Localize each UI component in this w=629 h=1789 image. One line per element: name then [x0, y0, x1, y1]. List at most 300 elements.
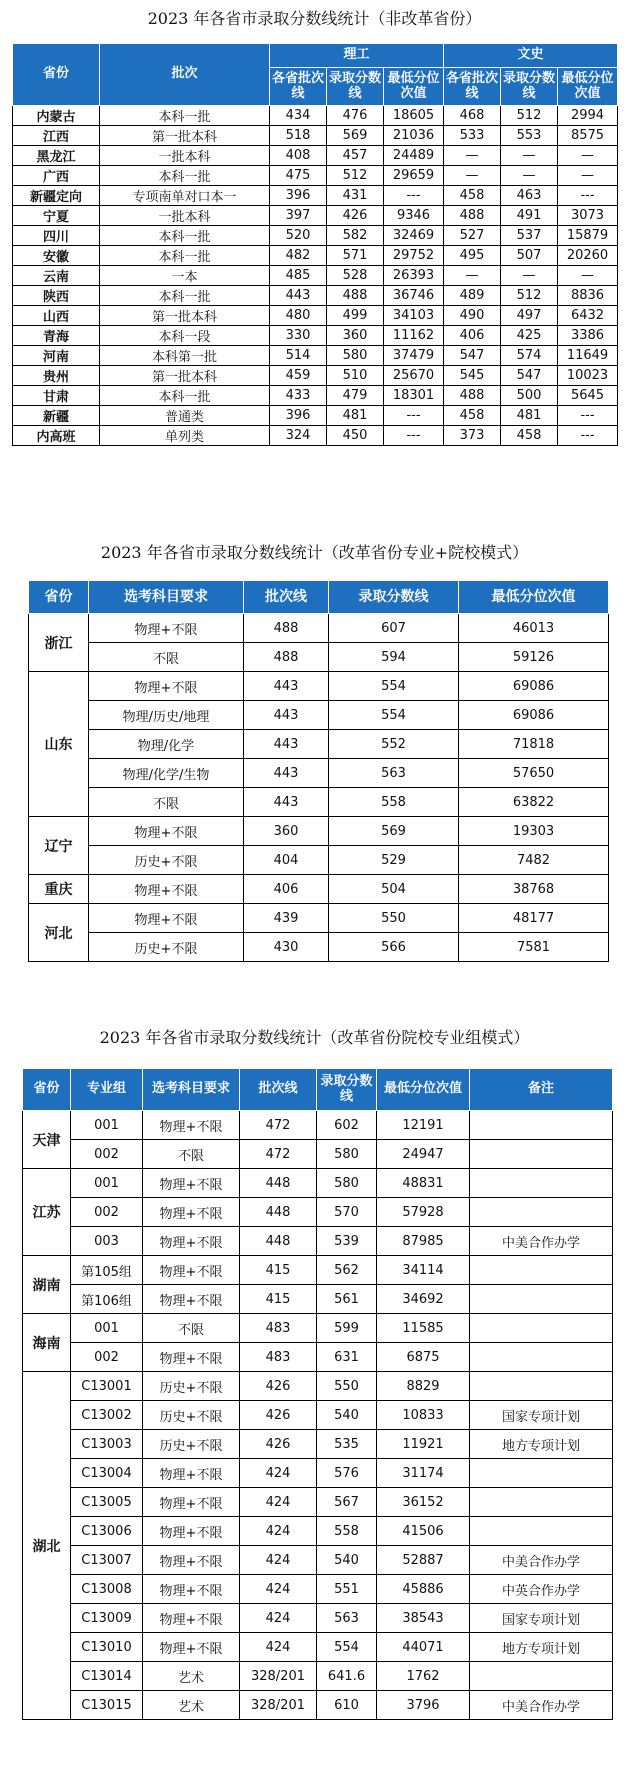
- table-cell: 物理+不限: [89, 817, 244, 846]
- table-cell: 439: [244, 904, 329, 933]
- table-cell: 488: [444, 206, 501, 226]
- table-cell: 495: [444, 246, 501, 266]
- table-cell: C13005: [71, 1488, 143, 1517]
- table-cell: 567: [317, 1488, 377, 1517]
- table-row: [29, 643, 609, 672]
- table-cell: 457: [327, 146, 384, 166]
- table-cell: 450: [327, 426, 384, 446]
- table-cell: 9346: [384, 206, 444, 226]
- table-row: [23, 1169, 613, 1198]
- table-cell: 547: [444, 346, 501, 366]
- table-cell: 491: [501, 206, 558, 226]
- table-cell: 540: [317, 1401, 377, 1430]
- table-cell: 488: [244, 614, 329, 643]
- table-cell: 3386: [558, 326, 618, 346]
- table-cell: 396: [270, 186, 327, 206]
- table-cell: 001: [71, 1314, 143, 1343]
- table-cell: 483: [240, 1343, 317, 1372]
- table-cell: 424: [240, 1517, 317, 1546]
- table-cell: 24947: [377, 1140, 470, 1169]
- table-row: [23, 1343, 613, 1372]
- table-row: [23, 1227, 613, 1256]
- table-cell: 不限: [143, 1314, 240, 1343]
- table-cell: 8836: [558, 286, 618, 306]
- table-cell: 396: [270, 406, 327, 426]
- table-cell: 448: [240, 1169, 317, 1198]
- table-cell: 539: [317, 1227, 377, 1256]
- province-cell: 海南: [23, 1314, 71, 1372]
- province-cell: 江苏: [23, 1169, 71, 1256]
- header-science-admit-score: 录取分数线: [327, 68, 384, 106]
- table-row: [13, 386, 618, 406]
- province-cell: 天津: [23, 1111, 71, 1169]
- table-cell: —: [558, 146, 618, 166]
- table-cell: 第106组: [71, 1285, 143, 1314]
- table-cell: 001: [71, 1111, 143, 1140]
- table-row: [13, 366, 618, 386]
- table-cell: —: [444, 166, 501, 186]
- table-cell: 57650: [459, 759, 609, 788]
- remark-cell: 地方专项计划: [470, 1430, 613, 1459]
- table-cell: C13007: [71, 1546, 143, 1575]
- table-row: [23, 1256, 613, 1285]
- table-cell: 448: [240, 1227, 317, 1256]
- province-cell: 宁夏: [13, 206, 100, 226]
- table-cell: 物理+不限: [143, 1198, 240, 1227]
- table-cell: 424: [240, 1575, 317, 1604]
- table-cell: 500: [501, 386, 558, 406]
- table3-header-cell: 专业组: [71, 1069, 143, 1111]
- table-cell: 373: [444, 426, 501, 446]
- table-row: [23, 1111, 613, 1140]
- table-row: [13, 426, 618, 446]
- table-cell: 71818: [459, 730, 609, 759]
- table-cell: C13003: [71, 1430, 143, 1459]
- table-cell: 历史+不限: [89, 846, 244, 875]
- table-cell: 2994: [558, 106, 618, 126]
- table-row: [13, 226, 618, 246]
- table-cell: 404: [244, 846, 329, 875]
- table-cell: 547: [501, 366, 558, 386]
- table-cell: 48177: [459, 904, 609, 933]
- table-row: [23, 1372, 613, 1401]
- table-cell: 475: [270, 166, 327, 186]
- table-cell: 562: [317, 1256, 377, 1285]
- province-cell: 安徽: [13, 246, 100, 266]
- table-cell: C13008: [71, 1575, 143, 1604]
- province-cell: 新疆定向: [13, 186, 100, 206]
- table-cell: 物理+不限: [143, 1604, 240, 1633]
- table-cell: 426: [240, 1401, 317, 1430]
- table2-header-cell: 录取分数线: [329, 581, 459, 614]
- table-cell: 569: [327, 126, 384, 146]
- table-cell: 535: [317, 1430, 377, 1459]
- admission-table-non-reform: [12, 43, 618, 446]
- table-cell: 物理+不限: [143, 1633, 240, 1662]
- table-cell: 537: [501, 226, 558, 246]
- table-cell: 34692: [377, 1285, 470, 1314]
- table-cell: 489: [444, 286, 501, 306]
- table-cell: —: [501, 266, 558, 286]
- table-cell: 476: [327, 106, 384, 126]
- table-cell: 第一批本科: [100, 306, 270, 326]
- table-cell: 物理+不限: [143, 1111, 240, 1140]
- province-cell: 重庆: [29, 875, 89, 904]
- table-cell: 3073: [558, 206, 618, 226]
- header-science: 理工: [270, 44, 444, 68]
- table-cell: 10833: [377, 1401, 470, 1430]
- table-cell: 433: [270, 386, 327, 406]
- table-cell: —: [444, 266, 501, 286]
- admission-table-major-group: [22, 1068, 613, 1720]
- table-row: [13, 326, 618, 346]
- table-cell: 459: [270, 366, 327, 386]
- table-cell: 582: [327, 226, 384, 246]
- table-cell: 物理+不限: [143, 1575, 240, 1604]
- table-cell: 571: [327, 246, 384, 266]
- province-cell: 新疆: [13, 406, 100, 426]
- table-cell: 69086: [459, 672, 609, 701]
- admission-table-major-college: [28, 580, 609, 962]
- header-batch: 批次: [100, 44, 270, 106]
- table-cell: 物理/历史/地理: [89, 701, 244, 730]
- table-cell: 641.6: [317, 1662, 377, 1691]
- table-cell: 507: [501, 246, 558, 266]
- table-cell: 44071: [377, 1633, 470, 1662]
- table-row: [13, 266, 618, 286]
- table-row: [13, 306, 618, 326]
- table-cell: 458: [444, 406, 501, 426]
- table-cell: 本科一批: [100, 226, 270, 246]
- table-cell: 002: [71, 1198, 143, 1227]
- table-cell: 8575: [558, 126, 618, 146]
- table-cell: 87985: [377, 1227, 470, 1256]
- table-cell: 580: [327, 346, 384, 366]
- header-liberal-min-rank: 最低分位次值: [558, 68, 618, 106]
- table-cell: 566: [329, 933, 459, 962]
- table-cell: 8829: [377, 1372, 470, 1401]
- remark-cell: [470, 1517, 613, 1546]
- table-cell: C13001: [71, 1372, 143, 1401]
- table-row: [13, 146, 618, 166]
- table-cell: 5645: [558, 386, 618, 406]
- table-cell: 本科一段: [100, 326, 270, 346]
- table-cell: C13006: [71, 1517, 143, 1546]
- table2-header-cell: 批次线: [244, 581, 329, 614]
- table-cell: 360: [327, 326, 384, 346]
- table-cell: 563: [329, 759, 459, 788]
- table-cell: 不限: [89, 643, 244, 672]
- table-cell: C13009: [71, 1604, 143, 1633]
- table-cell: 485: [270, 266, 327, 286]
- table-cell: 602: [317, 1111, 377, 1140]
- table-cell: 499: [327, 306, 384, 326]
- table-cell: 540: [317, 1546, 377, 1575]
- table-cell: 物理+不限: [143, 1459, 240, 1488]
- table-row: [29, 788, 609, 817]
- table-cell: 29659: [384, 166, 444, 186]
- table-cell: 物理+不限: [89, 672, 244, 701]
- table-cell: 38543: [377, 1604, 470, 1633]
- table-cell: 552: [329, 730, 459, 759]
- table-cell: 426: [240, 1372, 317, 1401]
- table-cell: 24489: [384, 146, 444, 166]
- remark-cell: [470, 1198, 613, 1227]
- table-cell: C13004: [71, 1459, 143, 1488]
- remark-cell: [470, 1314, 613, 1343]
- table-cell: 488: [244, 643, 329, 672]
- table-cell: 10023: [558, 366, 618, 386]
- remark-cell: 中美合作办学: [470, 1227, 613, 1256]
- table2-header-cell: 最低分位次值: [459, 581, 609, 614]
- table3-header-cell: 最低分位次值: [377, 1069, 470, 1111]
- table-cell: 34103: [384, 306, 444, 326]
- table-cell: 7482: [459, 846, 609, 875]
- table-cell: 512: [501, 106, 558, 126]
- header-liberal-batch-line: 各省批次线: [444, 68, 501, 106]
- table-cell: 物理+不限: [143, 1488, 240, 1517]
- table-cell: 408: [270, 146, 327, 166]
- table-cell: 631: [317, 1343, 377, 1372]
- table-cell: 424: [240, 1488, 317, 1517]
- table-row: [29, 875, 609, 904]
- table-cell: 本科一批: [100, 106, 270, 126]
- table-row: [23, 1604, 613, 1633]
- province-cell: 甘肃: [13, 386, 100, 406]
- table3-title: 2023 年各省市录取分数线统计（改革省份院校专业组模式）: [99, 1028, 530, 1047]
- table-cell: 580: [317, 1140, 377, 1169]
- table-row: [29, 701, 609, 730]
- table-cell: 458: [444, 186, 501, 206]
- remark-cell: 国家专项计划: [470, 1604, 613, 1633]
- province-cell: 黑龙江: [13, 146, 100, 166]
- province-cell: 青海: [13, 326, 100, 346]
- table-cell: 599: [317, 1314, 377, 1343]
- table-row: [23, 1517, 613, 1546]
- header-science-batch-line: 各省批次线: [270, 68, 327, 106]
- table2-title: 2023 年各省市录取分数线统计（改革省份专业+院校模式）: [100, 543, 529, 562]
- table-cell: 328/201: [240, 1662, 317, 1691]
- table-cell: 472: [240, 1111, 317, 1140]
- table-cell: 历史+不限: [143, 1430, 240, 1459]
- table-cell: 415: [240, 1285, 317, 1314]
- table-cell: 物理/化学/生物: [89, 759, 244, 788]
- table-row: [23, 1198, 613, 1227]
- table-cell: 29752: [384, 246, 444, 266]
- table-cell: 18605: [384, 106, 444, 126]
- table-cell: 488: [444, 386, 501, 406]
- table-row: [29, 759, 609, 788]
- table-cell: 不限: [143, 1140, 240, 1169]
- table-cell: ---: [384, 426, 444, 446]
- table-cell: 37479: [384, 346, 444, 366]
- table-cell: 324: [270, 426, 327, 446]
- table-row: [23, 1430, 613, 1459]
- table-cell: 69086: [459, 701, 609, 730]
- table-cell: 426: [240, 1430, 317, 1459]
- remark-cell: 中英合作办学: [470, 1575, 613, 1604]
- table-cell: 563: [317, 1604, 377, 1633]
- table-cell: 本科一批: [100, 166, 270, 186]
- table-cell: ---: [558, 186, 618, 206]
- table-row: [29, 817, 609, 846]
- table-cell: 580: [317, 1169, 377, 1198]
- table-cell: 480: [270, 306, 327, 326]
- table-cell: 406: [444, 326, 501, 346]
- table-cell: 529: [329, 846, 459, 875]
- table-row: [29, 904, 609, 933]
- table2-header-cell: 选考科目要求: [89, 581, 244, 614]
- table-cell: 463: [501, 186, 558, 206]
- table-cell: 554: [329, 672, 459, 701]
- table-cell: 20260: [558, 246, 618, 266]
- table-cell: 481: [501, 406, 558, 426]
- table-cell: 448: [240, 1198, 317, 1227]
- table-cell: 406: [244, 875, 329, 904]
- table-row: [13, 126, 618, 146]
- table-row: [23, 1488, 613, 1517]
- table-cell: C13014: [71, 1662, 143, 1691]
- province-cell: 山西: [13, 306, 100, 326]
- table-cell: 443: [244, 672, 329, 701]
- table-cell: 物理+不限: [89, 614, 244, 643]
- table-cell: 443: [244, 759, 329, 788]
- remark-cell: [470, 1343, 613, 1372]
- table-cell: 550: [317, 1372, 377, 1401]
- province-cell: 江西: [13, 126, 100, 146]
- table-row: [23, 1314, 613, 1343]
- table-cell: 艺术: [143, 1662, 240, 1691]
- table-cell: 528: [327, 266, 384, 286]
- table-cell: 607: [329, 614, 459, 643]
- table-cell: 482: [270, 246, 327, 266]
- table-cell: —: [558, 166, 618, 186]
- table-row: [23, 1401, 613, 1430]
- table-cell: 物理+不限: [143, 1285, 240, 1314]
- table-cell: 本科一批: [100, 246, 270, 266]
- table-cell: 479: [327, 386, 384, 406]
- table-cell: 46013: [459, 614, 609, 643]
- table-cell: 第一批本科: [100, 366, 270, 386]
- table-cell: 551: [317, 1575, 377, 1604]
- table-row: [29, 933, 609, 962]
- table-cell: 物理+不限: [143, 1546, 240, 1575]
- table-cell: 610: [317, 1691, 377, 1720]
- table-cell: 物理+不限: [143, 1227, 240, 1256]
- table2-header-cell: 省份: [29, 581, 89, 614]
- table-cell: 472: [240, 1140, 317, 1169]
- table-cell: 558: [317, 1517, 377, 1546]
- table-row: [13, 186, 618, 206]
- table-cell: 490: [444, 306, 501, 326]
- table-cell: C13010: [71, 1633, 143, 1662]
- table-cell: 569: [329, 817, 459, 846]
- table-cell: 443: [244, 701, 329, 730]
- table-cell: 物理/化学: [89, 730, 244, 759]
- table-cell: 512: [501, 286, 558, 306]
- table-cell: C13015: [71, 1691, 143, 1720]
- table-cell: 36152: [377, 1488, 470, 1517]
- table-row: [23, 1546, 613, 1575]
- table-cell: 3796: [377, 1691, 470, 1720]
- table-cell: 518: [270, 126, 327, 146]
- table-cell: 425: [501, 326, 558, 346]
- table-cell: 11921: [377, 1430, 470, 1459]
- table-row: [13, 246, 618, 266]
- table-cell: 11585: [377, 1314, 470, 1343]
- table-cell: C13002: [71, 1401, 143, 1430]
- province-cell: 陕西: [13, 286, 100, 306]
- remark-cell: [470, 1662, 613, 1691]
- table-cell: 533: [444, 126, 501, 146]
- table-cell: —: [444, 146, 501, 166]
- province-cell: 湖北: [23, 1372, 71, 1720]
- table3-header-cell: 省份: [23, 1069, 71, 1111]
- table-row: [23, 1662, 613, 1691]
- table-cell: 11649: [558, 346, 618, 366]
- table-cell: 003: [71, 1227, 143, 1256]
- table-cell: 单列类: [100, 426, 270, 446]
- remark-cell: [470, 1459, 613, 1488]
- table-cell: 431: [327, 186, 384, 206]
- table-cell: 328/201: [240, 1691, 317, 1720]
- table-cell: 512: [327, 166, 384, 186]
- province-cell: 贵州: [13, 366, 100, 386]
- province-cell: 内蒙古: [13, 106, 100, 126]
- remark-cell: 中美合作办学: [470, 1546, 613, 1575]
- table-cell: 527: [444, 226, 501, 246]
- table-cell: 360: [244, 817, 329, 846]
- table-cell: 6432: [558, 306, 618, 326]
- table-cell: 443: [244, 730, 329, 759]
- table-cell: 第105组: [71, 1256, 143, 1285]
- table-cell: 本科一批: [100, 386, 270, 406]
- remark-cell: [470, 1285, 613, 1314]
- table-cell: 558: [329, 788, 459, 817]
- table-cell: 21036: [384, 126, 444, 146]
- table-cell: 历史+不限: [143, 1372, 240, 1401]
- table-cell: 574: [501, 346, 558, 366]
- table3-header-cell: 选考科目要求: [143, 1069, 240, 1111]
- table-cell: ---: [384, 406, 444, 426]
- table-cell: 1762: [377, 1662, 470, 1691]
- table-cell: 561: [317, 1285, 377, 1314]
- table-cell: 424: [240, 1459, 317, 1488]
- table-cell: 一批本科: [100, 206, 270, 226]
- table-cell: 26393: [384, 266, 444, 286]
- table-cell: 434: [270, 106, 327, 126]
- table-cell: 本科一批: [100, 286, 270, 306]
- remark-cell: [470, 1256, 613, 1285]
- table-cell: 18301: [384, 386, 444, 406]
- table-cell: 424: [240, 1604, 317, 1633]
- table-cell: 普通类: [100, 406, 270, 426]
- table-row: [23, 1459, 613, 1488]
- table-row: [29, 614, 609, 643]
- table-cell: 63822: [459, 788, 609, 817]
- table-cell: 物理+不限: [143, 1169, 240, 1198]
- table-cell: 52887: [377, 1546, 470, 1575]
- table-cell: 550: [329, 904, 459, 933]
- header-province: 省份: [13, 44, 100, 106]
- table-cell: 415: [240, 1256, 317, 1285]
- table-row: [13, 286, 618, 306]
- table-cell: 430: [244, 933, 329, 962]
- table-cell: 32469: [384, 226, 444, 246]
- table-cell: 第一批本科: [100, 126, 270, 146]
- table-row: [13, 346, 618, 366]
- table-cell: 554: [317, 1633, 377, 1662]
